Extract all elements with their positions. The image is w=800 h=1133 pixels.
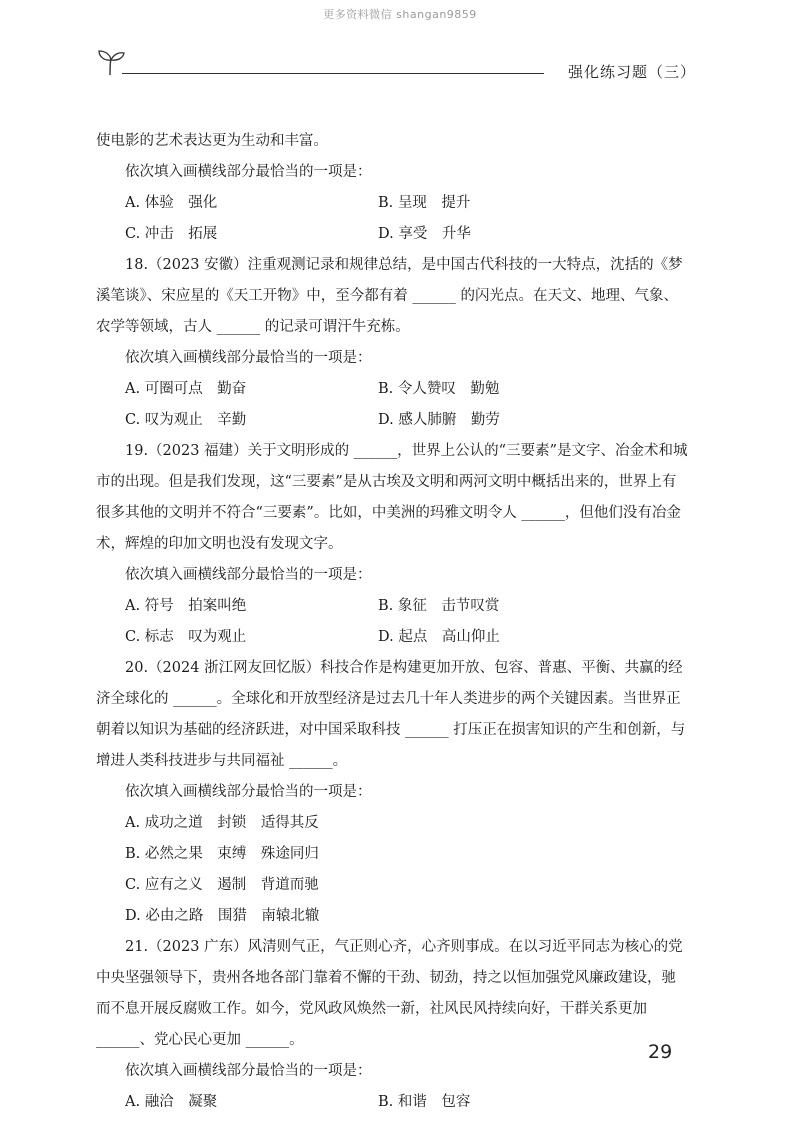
q18-option-c: C. 叹为观止 辛勤	[125, 412, 247, 428]
q19-option-c: C. 标志 叹为观止	[125, 629, 247, 645]
q19-option-d: D. 起点 高山仰止	[378, 629, 500, 645]
q21-prompt: 依次填入画横线部分最恰当的一项是：	[125, 1063, 372, 1079]
q19-option-b: B. 象征 击节叹赏	[378, 598, 500, 614]
q18-options-row-1	[96, 374, 690, 405]
q17-options-row-1	[96, 188, 690, 219]
q17-options-row-2	[96, 219, 690, 250]
continuation-text: 使电影的艺术表达更为生动和丰富。	[96, 133, 328, 149]
q19-text: 19.（2023 福建）关于文明形成的 ______，世界上公认的“三要素”是文字、冶金术和城市的出现。但是我们发现，这“三要素”是从古埃及文明和两河文明中概括出来的，世界上有很多其他的文明并不符合“三要素”。比如，中美洲的玛雅文明令人 ______，但他们没有冶金术，辉煌的印加文明也没有发现文字。	[96, 443, 688, 552]
q18-prompt: 依次填入画横线部分最恰当的一项是：	[125, 350, 372, 366]
section-title: 强化练习题（三）	[567, 63, 696, 81]
q17-option-a: A. 体验 强化	[125, 195, 218, 211]
q21-option-b: B. 和谐 包容	[378, 1094, 471, 1110]
q19-option-a: A. 符号 拍案叫绝	[125, 598, 247, 614]
page-content	[96, 126, 690, 1118]
q19-options-row-1	[96, 591, 690, 622]
q18-option-b: B. 令人赞叹 勤勉	[378, 381, 500, 397]
q19-options-row-2	[96, 622, 690, 653]
q20-option-a: A. 成功之道 封锁 适得其反	[125, 815, 319, 831]
q18-option-d: D. 感人肺腑 勤劳	[378, 412, 500, 428]
q17-prompt: 依次填入画横线部分最恰当的一项是：	[125, 164, 372, 180]
q17-option-c: C. 冲击 拓展	[125, 226, 218, 242]
q20-option-c: C. 应有之义 遏制 背道而驰	[125, 877, 319, 893]
q21-options-row-1	[96, 1087, 690, 1118]
q17-option-d: D. 享受 升华	[378, 226, 471, 242]
q19-prompt: 依次填入画横线部分最恰当的一项是：	[125, 567, 372, 583]
q21-option-a: A. 融洽 凝聚	[125, 1094, 218, 1110]
q17-option-b: B. 呈现 提升	[378, 195, 471, 211]
q20-text: 20.（2024 浙江网友回忆版）科技合作是构建更加开放、包容、普惠、平衡、共赢的经济全球化的 ______。全球化和开放型经济是过去几十年人类进步的两个关键因素。当世界正朝着以知识为基础的经济跃进，对中国采取科技 ______ 打压正在损害知识的产生和创新，与增进人类科技进步与共同福祉 ______。	[96, 660, 686, 769]
q18-text: 18.（2023 安徽）注重观测记录和规律总结，是中国古代科技的一大特点，沈括的《梦溪笔谈》、宋应星的《天工开物》中，至今都有着 ______ 的闪光点。在天文、地理、气象、农学等领域，古人 ______ 的记录可谓汗牛充栋。	[96, 257, 683, 335]
page-header	[96, 44, 696, 84]
page-number: 29	[648, 1041, 673, 1063]
q20-option-d: D. 必由之路 围猎 南辕北辙	[125, 908, 320, 924]
q18-option-a: A. 可圈可点 勤奋	[125, 381, 247, 397]
q20-option-b: B. 必然之果 束缚 殊途同归	[125, 846, 319, 862]
watermark: 更多资料微信 shangan9859	[323, 8, 477, 21]
q20-prompt: 依次填入画横线部分最恰当的一项是：	[125, 784, 372, 800]
q21-text: 21.（2023 广东）风清则气正，气正则心齐，心齐则事成。在以习近平同志为核心的党中央坚强领导下，贵州各地各部门靠着不懈的干劲、韧劲，持之以恒加强党风廉政建设，驰而不息开展反腐败工作。如今，党风政风焕然一新，社风民风持续向好，干群关系更加 ______、党心民心更加 ______。	[96, 939, 683, 1048]
header-rule	[122, 73, 544, 74]
q18-options-row-2	[96, 405, 690, 436]
